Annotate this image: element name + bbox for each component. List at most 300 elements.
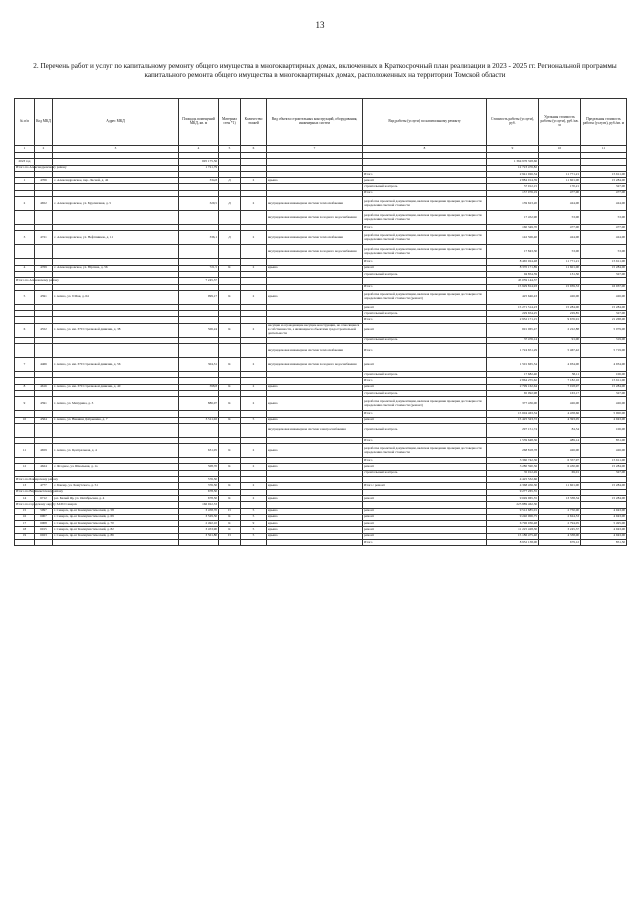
table-cell: 1 364 976 328,66	[487, 159, 539, 165]
table-cell: 4 458,66	[539, 411, 581, 417]
table-cell: г. Северск, пр-кт Коммунистический, д. 82	[53, 527, 179, 533]
table-cell: 6015	[35, 527, 53, 533]
table-cell: 4 425 532,66	[487, 477, 539, 483]
table-cell: 17 843,30	[487, 245, 539, 259]
table-cell: крыша	[267, 265, 363, 271]
table-cell: крыша	[267, 508, 363, 514]
table-cell: Итого по городскому округу ЗАТО Северск	[15, 502, 35, 508]
table-cell	[219, 423, 241, 437]
table-cell: крыша	[267, 483, 363, 489]
table-cell: К	[219, 527, 241, 533]
table-cell: 11 771,21	[539, 171, 581, 177]
table-cell	[267, 539, 363, 545]
table-cell: 14	[15, 495, 35, 501]
table-cell: разработка проектной документации, включая проведение проверки достоверности определения сметной стоимости	[363, 197, 487, 211]
table-row	[15, 344, 627, 358]
table-cell: 4 943,00	[581, 417, 627, 423]
table-cell: 11 601,00	[539, 178, 581, 184]
table-cell	[35, 539, 53, 545]
table-cell: 691 065,47	[487, 323, 539, 337]
table-cell: г. Асино, ул. 9 Мая, д. 64	[53, 290, 179, 304]
table-cell: К	[219, 384, 241, 390]
table-cell	[179, 539, 219, 545]
table-cell: 1 501 665,54	[487, 358, 539, 372]
table-cell: 229,85	[539, 311, 581, 317]
table-cell: 3 280 590,56	[487, 464, 539, 470]
table-cell: 426,00	[539, 444, 581, 458]
table-cell: 327,00	[581, 390, 627, 396]
table-cell: 489,14	[539, 437, 581, 443]
table-cell: 268 818,78	[487, 444, 539, 458]
table-cell: 5 079,00	[581, 323, 627, 337]
table-cell: 3 529,50	[179, 514, 219, 520]
table-cell: 695 175,56	[179, 159, 219, 165]
table-cell: 327,00	[581, 470, 627, 476]
table-cell: 11 771,21	[539, 259, 581, 265]
table-cell: 9	[241, 521, 267, 527]
table-cell: 65 092,98	[487, 390, 539, 396]
table-cell: крыша	[267, 514, 363, 520]
table-cell: 2 750,00	[539, 508, 581, 514]
table-cell: К	[219, 323, 241, 337]
table-cell: 4552	[35, 323, 53, 337]
table-cell	[35, 211, 53, 225]
table-cell: 229 654,25	[487, 311, 539, 317]
table-cell: 2	[241, 231, 267, 245]
table-cell	[179, 245, 219, 259]
table-cell: 6712	[35, 495, 53, 501]
table-cell: К	[219, 265, 241, 271]
table-row	[15, 231, 627, 245]
table-body	[15, 153, 627, 546]
table-cell: 53,00	[539, 245, 581, 259]
table-cell: 2 864 255,62	[487, 378, 539, 384]
table-row	[15, 245, 627, 259]
header-cell: Стоимость работы (услуги), руб.	[487, 99, 539, 146]
table-cell: 1 724 651,29	[487, 344, 539, 358]
table-cell: 4769	[35, 265, 53, 271]
table-row	[15, 323, 627, 337]
table-cell: 15 271 514,23	[487, 304, 539, 310]
table-cell: Итого / ремонт	[363, 483, 487, 489]
table-cell: 3	[15, 231, 35, 245]
table-cell: г. Асино, ул. Мичурина, д. 3	[53, 397, 179, 411]
table-cell: 4777	[35, 483, 53, 489]
table-cell: 19	[15, 533, 35, 539]
table-cell: 11 225 428,30	[487, 527, 539, 533]
table-cell: г. Северск, пр-кт Коммунистический, д. 58	[53, 508, 179, 514]
table-cell: крыша	[267, 444, 363, 458]
table-cell: 7 182,16	[539, 378, 581, 384]
table-cell: 2 492,10	[179, 521, 219, 527]
table-cell: крыша	[267, 384, 363, 390]
header-cell: Предельная стоимость работы (услуги), руб./кв. м	[581, 99, 627, 146]
table-cell	[219, 344, 241, 358]
table-cell: внутридомовая инженерная система теплоснабжения	[267, 231, 363, 245]
column-number: 9	[487, 146, 539, 153]
column-number-row	[15, 146, 627, 153]
document-heading: 2. Перечень работ и услуг по капитальному ремонту общего имущества в многоквартирных домах, включенных в Краткосрочный план реализации в 2023 - 2025 гг. Региональной программы капитального ремонта общего имущества в многоквартирных домах, расположенных на территории Томской области	[33, 62, 617, 79]
table-cell: 15 425 323,72	[487, 417, 539, 423]
table-cell: Итого	[363, 225, 487, 231]
table-cell	[179, 423, 219, 437]
table-cell: Итого	[363, 171, 487, 177]
table-cell: К	[219, 514, 241, 520]
table-cell: Итого	[363, 437, 487, 443]
table-cell: строительный контроль	[363, 184, 487, 190]
table-cell: Итого по Асиновскому району	[15, 278, 35, 284]
table-cell: 426,00	[581, 290, 627, 304]
table-cell: крыша	[267, 533, 363, 539]
table-cell: К	[219, 464, 241, 470]
table-cell	[179, 211, 219, 225]
table-cell: 160 349,70	[487, 225, 539, 231]
table-cell: 3 511,02	[179, 417, 219, 423]
table-cell: 53,00	[581, 245, 627, 259]
table-cell: 5	[241, 417, 267, 423]
table-cell: разработка проектной документации, включая проведение проверки достоверности определения сметной стоимости	[363, 231, 487, 245]
table-cell	[219, 245, 241, 259]
column-number: 1	[15, 146, 35, 153]
table-cell: 9 277 265,55	[487, 489, 539, 495]
table-cell: 53,00	[581, 211, 627, 225]
table-cell: крыша	[267, 464, 363, 470]
table-cell: крыша	[267, 417, 363, 423]
table-cell: 2 799 162,64	[487, 384, 539, 390]
table-cell: строительный контроль	[363, 372, 487, 378]
table-cell: Итого	[363, 458, 487, 464]
header-row	[15, 99, 627, 146]
table-cell: 12	[15, 464, 35, 470]
table-cell: 106,00	[581, 423, 627, 437]
table-cell: 7	[15, 358, 35, 372]
table-cell: 142 506,40	[487, 231, 539, 245]
table-cell: 2023 год	[15, 159, 35, 165]
table-cell: 15 284,00	[581, 464, 627, 470]
table-cell: 2	[241, 358, 267, 372]
table-cell: 4591	[35, 290, 53, 304]
table-cell: 15 939,53	[539, 284, 581, 290]
header-cell: Количество этажей	[241, 99, 267, 146]
table-cell: крыша	[267, 495, 363, 501]
column-number: 7	[267, 146, 363, 153]
table-cell: крыша	[267, 397, 363, 411]
table-cell: 5	[241, 514, 267, 520]
table-cell: разработка проектной документации, включая проведение проверки достоверности определения сметной стоимости	[363, 245, 487, 259]
table-cell: Итого	[363, 259, 487, 265]
table-cell: 15 284,00	[539, 304, 581, 310]
table-cell: крыша	[267, 290, 363, 304]
table-cell: К	[219, 417, 241, 423]
table-cell: 15 611,00	[581, 171, 627, 177]
table-cell: г. Асино, ул. им. 370 Стрелковой дивизии, д. 38	[53, 323, 179, 337]
table-cell: 11	[15, 444, 35, 458]
table-cell: 17 682,40	[487, 372, 539, 378]
table-cell: 4652	[35, 197, 53, 211]
table-cell: 327,00	[581, 184, 627, 190]
table-cell: К	[219, 521, 241, 527]
table-cell: крыша	[267, 178, 363, 184]
table-cell: 2 952 171,15	[487, 317, 539, 323]
table-cell: 376,50	[179, 483, 219, 489]
table-cell: 4 368 456,30	[487, 483, 539, 489]
table-cell: ремонт	[363, 358, 487, 372]
table-cell: Итого по Александровскому району	[15, 165, 35, 171]
table-cell: 4 934,00	[581, 358, 627, 372]
page-number: 13	[315, 20, 325, 30]
table-cell: 15 929 814,93	[487, 284, 539, 290]
table-cell: 424,00	[539, 197, 581, 211]
table-cell: 4659	[35, 444, 53, 458]
table-cell: 53,00	[539, 211, 581, 225]
table-cell: 6023	[35, 533, 53, 539]
table-cell: 35 012,49	[487, 470, 539, 476]
table-cell: разработка проектной документации, включая проведение проверки достоверности определения сметной стоимости	[363, 211, 487, 225]
table-cell: 106,00	[581, 372, 627, 378]
table-cell: 69,01	[539, 470, 581, 476]
table-cell: с. Александровское, ул. Нефтяников, д. 11	[53, 231, 179, 245]
table-cell: 4 943,00	[581, 527, 627, 533]
table-cell: 2	[241, 444, 267, 458]
column-number: 10	[539, 146, 581, 153]
table-cell: 15 284,00	[581, 483, 627, 489]
table-cell: 15 611,00	[581, 259, 627, 265]
column-number: 2	[35, 146, 53, 153]
table-row	[15, 444, 627, 458]
table-cell: строительный контроль	[363, 470, 487, 476]
table-cell: 16 037,00	[581, 284, 627, 290]
table-cell: 17	[15, 521, 35, 527]
table-cell: ремонт	[363, 527, 487, 533]
table-cell: 6 430,00	[539, 464, 581, 470]
table-cell: Итого	[363, 284, 487, 290]
table-cell: крыша	[267, 521, 363, 527]
table-cell: с. Александровское, ул. Юргина, д. 56	[53, 265, 179, 271]
table-cell: 225 889 462,30	[487, 502, 539, 508]
table-cell: 84,54	[539, 423, 581, 437]
table-cell: К	[219, 358, 241, 372]
table-cell: 4 943,00	[581, 508, 627, 514]
table-cell: 6 796 036,48	[487, 521, 539, 527]
table-cell: 16	[15, 514, 35, 520]
header-cell: Площадь помещений МКД, кв. м	[179, 99, 219, 146]
table-cell: 2	[241, 397, 267, 411]
table-cell: 15 284,00	[581, 265, 627, 271]
header-cell: Адрес МКД	[53, 99, 179, 146]
table-cell: 3 245,37	[539, 527, 581, 533]
table-cell: 886,07	[179, 397, 219, 411]
table-cell: 377 436,00	[487, 397, 539, 411]
table-cell: 631,05	[179, 444, 219, 458]
table-cell: 11 601,00	[539, 265, 581, 271]
table-cell: 506,24	[179, 323, 219, 337]
table-row	[15, 290, 627, 304]
table-cell: 9 049 965,55	[487, 495, 539, 501]
table-cell: 4564	[35, 417, 53, 423]
table-cell: 3 501,80	[179, 533, 219, 539]
table-cell: р.п. Белый Яр, ул. Октябрьская, д. 4	[53, 495, 179, 501]
table-cell: Итого	[363, 378, 487, 384]
table-cell: внутридомовая инженерная система холодного водоснабжения	[267, 358, 363, 372]
table-cell: 5	[241, 527, 267, 533]
table-cell: Итого по Бакчарскому району	[15, 477, 35, 483]
table-cell: 4 943,00	[581, 514, 627, 520]
table-cell: 13	[15, 483, 35, 489]
table-cell: г. Северск, пр-кт Коммунистический, д. 69	[53, 514, 179, 520]
table-cell	[241, 211, 267, 225]
table-cell: г. Асино, ул. Никиши Добрынина, д. 7	[53, 417, 179, 423]
table-cell: 139 623,20	[487, 197, 539, 211]
table-cell: внутридомовая инженерная система теплоснабжения	[267, 344, 363, 358]
table-cell: 15 186 475,40	[487, 533, 539, 539]
table-cell: К	[219, 483, 241, 489]
table-cell: ремонт	[363, 265, 487, 271]
table-cell: 8 370 171,89	[487, 265, 539, 271]
table-cell: 851,50	[581, 539, 627, 545]
table-cell: разработка проектной документации, включая проведение проверки достоверности определения сметной стоимости (ремонт)	[363, 290, 487, 304]
table-cell: 477,00	[539, 190, 581, 196]
table-cell: ремонт	[363, 533, 487, 539]
table-cell: ремонт	[363, 384, 487, 390]
table-cell: с. Александровское, ул. Брусничная, д. 5	[53, 197, 179, 211]
table-cell	[179, 344, 219, 358]
table-cell: 131,50	[539, 271, 581, 277]
column-number: 3	[53, 146, 179, 153]
table-cell: 4624	[35, 464, 53, 470]
table-cell: 426,00	[539, 397, 581, 411]
table-cell: крыша	[267, 527, 363, 533]
table-cell: 327,00	[581, 311, 627, 317]
table-cell: с. Бакчар, ул. Хомутского, д. 51	[53, 483, 179, 489]
table-cell: 304,31	[179, 358, 219, 372]
table-cell: 721,5	[179, 265, 219, 271]
table-cell: 15 604 463,34	[487, 411, 539, 417]
table-row	[15, 358, 627, 372]
table-cell: 319,00	[581, 337, 627, 343]
header-cell: Вид объекта строительных конструкций, оборудования, инженерных систем	[267, 99, 363, 146]
table-cell: 94 854,59	[487, 271, 539, 277]
table-cell: 57 012,15	[487, 184, 539, 190]
table-cell: Итого	[363, 190, 487, 196]
table-cell	[15, 211, 35, 225]
table-cell	[53, 539, 179, 545]
table-cell: ремонт	[363, 304, 487, 310]
table-cell: 9 240 006,75	[487, 514, 539, 520]
table-cell: 678,50	[179, 489, 219, 495]
table-cell: Итого по Верхнекетскому району	[15, 489, 35, 495]
table-cell: строительный контроль	[363, 337, 487, 343]
table-cell: К	[219, 290, 241, 304]
table-cell: внутридомовая инженерная система холодного водоснабжения	[267, 211, 363, 225]
table-cell: 3 453,90	[179, 527, 219, 533]
repair-works-table	[14, 98, 627, 546]
table-cell: 426,00	[581, 444, 627, 458]
table-cell: 4 934,00	[539, 358, 581, 372]
table-cell: 9 512 685,01	[487, 508, 539, 514]
table-cell	[219, 539, 241, 545]
table-cell: 15	[15, 508, 35, 514]
table-cell: ремонт	[363, 521, 487, 527]
table-cell: строительный контроль	[363, 311, 487, 317]
table-cell: 477,00	[539, 225, 581, 231]
table-cell: 424,00	[581, 231, 627, 245]
table-cell: 4721	[35, 231, 53, 245]
table-cell: 4 943,00	[581, 533, 627, 539]
table-cell: Итого	[363, 539, 487, 545]
column-number: 11	[581, 146, 627, 153]
table-cell: ремонт	[363, 417, 487, 423]
table-cell: 6	[15, 323, 35, 337]
table-cell: 2 941 026,54	[487, 171, 539, 177]
table-cell: Итого	[363, 411, 487, 417]
header-cell: Вид работы (услуги) по капитальному ремонту	[363, 99, 487, 146]
table-cell: 1 539 648,36	[487, 437, 539, 443]
table-cell: Д	[219, 197, 241, 211]
table-cell: 37 476,14	[487, 337, 539, 343]
table-cell: г. Северск, пр-кт Коммунистический, д. 70	[53, 521, 179, 527]
table-cell: 2	[241, 495, 267, 501]
table-cell: несущие и ограждающие несущие конструкции, не относящиеся к собственности, а являющиеся объектами градостроительной деятельности	[267, 323, 363, 337]
table-cell	[53, 245, 179, 259]
table-cell: 851,00	[581, 437, 627, 443]
table-cell: 163,17	[539, 390, 581, 396]
column-number: 5	[219, 146, 241, 153]
table-cell: г. Северск, пр-кт Коммунистический, д. 86	[53, 533, 179, 539]
table-cell: 18	[15, 527, 35, 533]
table-cell: 1 721,79	[179, 165, 219, 171]
header-cell: Удельная стоимость работы (услуги), руб./кв. м	[539, 99, 581, 146]
table-cell: внутридомовая инженерная система холодного водоснабжения	[267, 245, 363, 259]
table-cell: 5	[241, 508, 267, 514]
table-cell: 2	[241, 178, 267, 184]
table-cell: строительный контроль	[363, 423, 487, 437]
table-row	[15, 539, 627, 545]
table-cell: 426,00	[539, 290, 581, 304]
table-cell: 999,17	[179, 290, 219, 304]
table-cell	[219, 211, 241, 225]
table-cell: 2	[241, 290, 267, 304]
table-cell	[241, 344, 267, 358]
table-cell: Итого	[363, 317, 487, 323]
table-cell: 6007	[35, 514, 53, 520]
table-cell: 425 646,43	[487, 290, 539, 304]
table-cell: 4 393,05	[539, 417, 581, 423]
table-cell: 678,50	[179, 495, 219, 501]
table-cell: 12 723 476,82	[487, 165, 539, 171]
header-cell: Код МКД	[35, 99, 53, 146]
table-cell: 329,5	[179, 197, 219, 211]
table-cell: 10	[15, 417, 35, 423]
table-cell: 5 900,00	[581, 411, 627, 417]
table-cell	[35, 344, 53, 358]
table-cell: 5 719,00	[581, 344, 627, 358]
table-cell: 679,12	[539, 539, 581, 545]
table-cell: 157 076,19	[487, 190, 539, 196]
table-cell: К	[219, 495, 241, 501]
table-cell: 17 452,90	[487, 211, 539, 225]
table-cell	[35, 245, 53, 259]
table-cell	[53, 423, 179, 437]
table-cell: 2	[241, 197, 267, 211]
table-cell: 398,8	[179, 384, 219, 390]
table-cell: 8	[15, 384, 35, 390]
table-cell: 297 151,74	[487, 423, 539, 437]
table-cell: 6008	[35, 521, 53, 527]
table-cell: Д	[219, 178, 241, 184]
table-cell: Итого	[363, 344, 487, 358]
table-cell: 4591	[35, 397, 53, 411]
table-cell	[35, 423, 53, 437]
